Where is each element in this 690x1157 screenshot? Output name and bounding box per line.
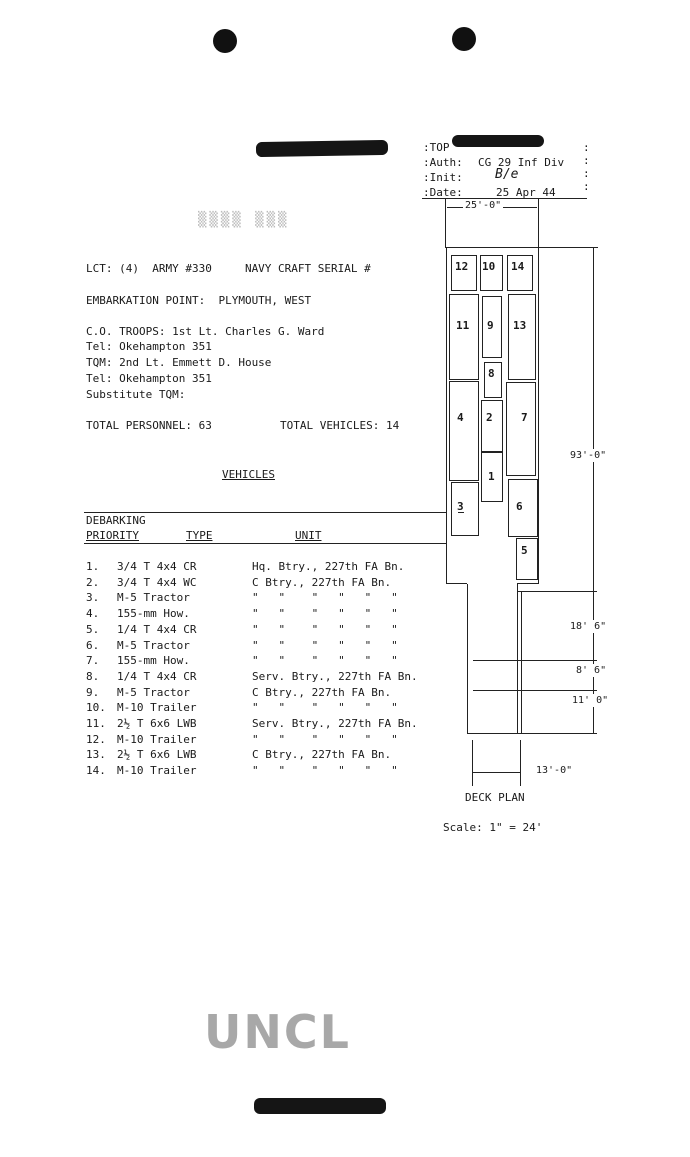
deck-plan-title: DECK PLAN — [465, 791, 525, 804]
vehicle-unit: " " " " " " — [252, 591, 398, 604]
vehicle-priority: 12. — [86, 733, 106, 746]
dim-top-right-tick — [538, 198, 539, 248]
slot-11 — [449, 294, 479, 380]
col-type: TYPE — [186, 529, 213, 542]
hull-stern-left — [467, 584, 468, 734]
total-vehicles: TOTAL VEHICLES: 14 — [280, 419, 400, 432]
dim-bottom-left-tick — [472, 740, 473, 786]
vehicle-type: 2½ T 6x6 LWB — [117, 748, 197, 761]
header-rule-2 — [84, 543, 458, 544]
class-date-value: 25 Apr 44 — [496, 186, 556, 199]
deck-plan-scale: Scale: 1" = 24' — [443, 821, 543, 834]
vehicle-unit: " " " " " " — [252, 607, 398, 620]
vehicle-type: 155-mm How. — [117, 654, 190, 667]
redaction-top — [256, 140, 388, 157]
slot-7 — [506, 382, 536, 476]
vehicle-priority: 1. — [86, 560, 100, 573]
dim-stern-a-label: 18' 6" — [570, 621, 607, 632]
hull-stern-right — [517, 584, 518, 734]
vehicle-priority: 3. — [86, 591, 100, 604]
vehicle-type: M-5 Tractor — [117, 591, 190, 604]
vehicle-priority: 14. — [86, 764, 106, 777]
vehicle-type: M-5 Tractor — [117, 686, 190, 699]
dim-length-label: 93'-0" — [570, 450, 607, 461]
slot-label-5: 5 — [521, 544, 528, 557]
vehicle-type: 3/4 T 4x4 CR — [117, 560, 197, 573]
dim-top-label: 25'-0" — [465, 200, 502, 211]
vehicle-priority: 10. — [86, 701, 106, 714]
deck-ref-line — [458, 512, 464, 513]
vehicle-unit: C Btry., 227th FA Bn. — [252, 686, 392, 699]
vehicle-type: 1/4 T 4x4 CR — [117, 623, 197, 636]
vehicle-type: 2½ T 6x6 LWB — [117, 717, 197, 730]
slot-4 — [449, 381, 479, 481]
vehicle-type: 1/4 T 4x4 CR — [117, 670, 197, 683]
dim-bottom-label: 13'-0" — [536, 765, 573, 776]
vehicle-unit: C Btry., 227th FA Bn. — [252, 748, 392, 761]
class-init-label: :Init: — [423, 171, 463, 184]
punch-hole-right — [452, 27, 476, 51]
hull-shoulder-left — [447, 583, 467, 584]
dim-stern-c-top — [473, 690, 597, 691]
dim-stern-bottom — [517, 733, 597, 734]
dim-stern-side — [521, 591, 522, 733]
slot-13 — [508, 294, 536, 380]
slot-label-11: 11 — [456, 319, 470, 332]
vehicle-priority: 6. — [86, 639, 100, 652]
vehicle-unit: " " " " " " — [252, 733, 398, 746]
slot-label-13: 13 — [513, 319, 527, 332]
hull-shoulder-right — [517, 583, 538, 584]
slot-label-4: 4 — [457, 411, 464, 424]
dim-bottom-right-tick — [520, 740, 521, 786]
header-rule — [84, 512, 478, 513]
col-unit: UNIT — [295, 529, 322, 542]
class-auth-value: CG 29 Inf Div — [478, 156, 565, 169]
vehicle-unit: C Btry., 227th FA Bn. — [252, 576, 392, 589]
class-date-label: :Date: — [423, 186, 463, 199]
dim-length-top-tick — [538, 247, 598, 248]
total-personnel: TOTAL PERSONNEL: 63 — [86, 419, 212, 432]
vehicle-priority: 13. — [86, 748, 106, 761]
slot-label-10: 10 — [482, 260, 496, 273]
col-priority: PRIORITY — [86, 529, 139, 542]
slot-label-14: 14 — [511, 260, 525, 273]
sub-tqm-line: Substitute TQM: — [86, 388, 186, 401]
dim-stern-a-top — [517, 591, 597, 592]
embarkation-line: EMBARKATION POINT: PLYMOUTH, WEST — [86, 294, 312, 307]
vehicle-priority: 8. — [86, 670, 100, 683]
class-top: :TOP — [423, 141, 450, 154]
class-box-rule — [422, 198, 587, 199]
dim-top-left-tick — [445, 198, 446, 248]
lct-line: LCT: (4) ARMY #330 NAVY CRAFT SERIAL # — [86, 262, 371, 275]
vehicle-priority: 7. — [86, 654, 100, 667]
vehicle-unit: Serv. Btry., 227th FA Bn. — [252, 670, 418, 683]
class-init-value: B/e — [495, 167, 519, 182]
vehicle-unit: " " " " " " — [252, 623, 398, 636]
vehicle-type: M-10 Trailer — [117, 733, 197, 746]
vehicle-unit: " " " " " " — [252, 764, 398, 777]
redaction-bottom — [254, 1098, 386, 1114]
class-auth-label: :Auth: — [423, 156, 463, 169]
tqm-line: TQM: 2nd Lt. Emmett D. House — [86, 356, 272, 369]
vehicle-type: M-10 Trailer — [117, 764, 197, 777]
dim-stern-c-label: 11' 0" — [572, 695, 609, 706]
vehicle-priority: 9. — [86, 686, 100, 699]
tel2-line: Tel: Okehampton 351 — [86, 372, 212, 385]
vehicle-unit: " " " " " " — [252, 701, 398, 714]
vehicles-heading: VEHICLES — [222, 468, 275, 481]
slot-label-6: 6 — [516, 500, 523, 513]
slot-2 — [481, 400, 503, 452]
slot-label-8: 8 — [488, 367, 495, 380]
vehicle-type: 3/4 T 4x4 WC — [117, 576, 197, 589]
slot-label-9: 9 — [487, 319, 494, 332]
co-troops-line: C.O. TROOPS: 1st Lt. Charles G. Ward — [86, 325, 325, 338]
vehicle-unit: " " " " " " — [252, 654, 398, 667]
faint-stamp: ▒▒▒▒ ▒▒▒ — [198, 212, 290, 228]
vehicle-type: M-5 Tractor — [117, 639, 190, 652]
vehicle-priority: 2. — [86, 576, 100, 589]
vehicle-unit: Hq. Btry., 227th FA Bn. — [252, 560, 405, 573]
class-box-right-edge: : : : : — [583, 141, 590, 193]
redaction-box-top — [452, 135, 544, 147]
unclassified-stamp: UNCL — [204, 1005, 351, 1059]
tel1-line: Tel: Okehampton 351 — [86, 340, 212, 353]
slot-3 — [451, 482, 479, 536]
vehicle-unit: " " " " " " — [252, 639, 398, 652]
slot-label-3: 3 — [457, 500, 464, 513]
punch-hole-left — [213, 29, 237, 53]
slot-label-1: 1 — [488, 470, 495, 483]
vehicle-unit: Serv. Btry., 227th FA Bn. — [252, 717, 418, 730]
slot-label-12: 12 — [455, 260, 469, 273]
slot-6 — [508, 479, 538, 537]
vehicle-priority: 11. — [86, 717, 106, 730]
dim-bottom-line — [473, 772, 520, 773]
slot-label-2: 2 — [486, 411, 493, 424]
dim-stern-b-top — [473, 660, 597, 661]
vehicle-priority: 5. — [86, 623, 100, 636]
vehicle-type: 155-mm How. — [117, 607, 190, 620]
slot-label-7: 7 — [521, 411, 528, 424]
vehicle-type: M-10 Trailer — [117, 701, 197, 714]
col-debarking: DEBARKING — [86, 514, 146, 527]
vehicle-priority: 4. — [86, 607, 100, 620]
dim-stern-b-label: 8' 6" — [576, 665, 607, 676]
hull-stern-bottom — [467, 733, 518, 734]
